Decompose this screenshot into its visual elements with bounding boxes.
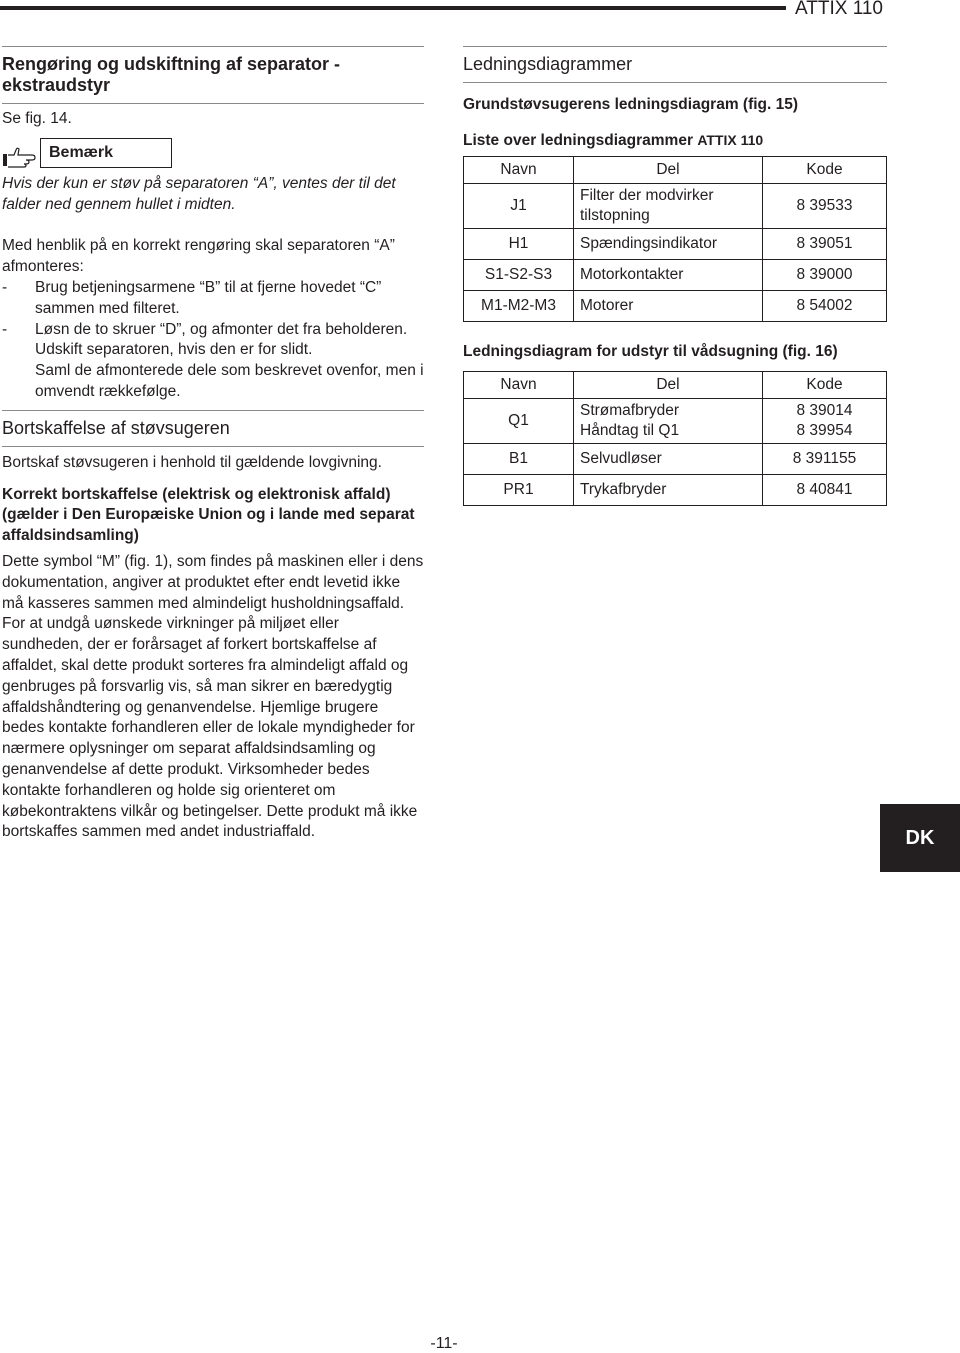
cell-part: Filter der modvirker tilstopning [574, 183, 763, 228]
wiring-subtitle-2: Ledningsdiagram for udstyr til vådsugning (fig. 16) [463, 342, 838, 360]
cell-name: S1-S2-S3 [464, 259, 574, 290]
cell-code: 8 54002 [763, 290, 887, 321]
cell-part: Trykafbryder [574, 475, 763, 506]
cell-part-line: Strømafbryder [580, 402, 680, 420]
col-header-name: Navn [464, 372, 574, 399]
cell-part: Motorer [574, 290, 763, 321]
wiring-title: Ledningsdiagrammer [463, 54, 633, 74]
section-rule [463, 82, 887, 83]
see-figure: Se fig. 14. [2, 110, 72, 127]
table-row [464, 399, 887, 444]
header-rule [0, 6, 786, 10]
cell-part: Selvudløser [574, 444, 763, 475]
cell-part-line: Håndtag til Q1 [580, 422, 680, 440]
cell-part: Spændingsindikator [574, 228, 763, 259]
weee-title: Korrekt bortskaffelse (elektrisk og elektronisk affald) (gælder i Den Europæiske Union og i lande med separat affaldsindsamling) [2, 485, 415, 545]
table-row [464, 290, 887, 321]
col-header-part: Del [574, 372, 763, 399]
weee-text: Dette symbol “M” (fig. 1), som findes på maskinen eller i dens dokumentation, angiver at produktet efter endt levetid ikke må kasseres sammen med almindeligt husholdningsaffald. For at undgå uønskede virkninger på miljøet eller sundheden, der er forårsaget af forkert bortskaffelse af affaldet, skal dette produkt sorteres fra almindeligt affald og genbruges på forsvarlig vis, så man sikrer en bæredygtig affaldshåndtering og genanvendelse. Hjemlige brugere bedes kontakte forhandleren eller de lokale myndigheder for nærmere oplysninger om separat affaldsindsamling og genanvendelse af dette produkt. Virksomheder bedes kontakte forhandleren og holde sig orienteret om købekontraktens vilkår og betingelser. Dette produkt må ikke bortskaffes sammen med andet industriaffald. [2, 552, 424, 841]
note-label: Bemærk [40, 138, 172, 168]
left-column [2, 46, 424, 843]
col-header-code: Kode [763, 156, 887, 183]
col-header-part: Del [574, 156, 763, 183]
section-rule [2, 446, 424, 447]
table-header-row [464, 156, 887, 183]
cell-name: H1 [464, 228, 574, 259]
cell-name: PR1 [464, 475, 574, 506]
cell-name: J1 [464, 183, 574, 228]
page-number: -11- [430, 1335, 458, 1352]
cell-part: Motorkontakter [574, 259, 763, 290]
cell-code-line: 8 39014 [796, 402, 853, 420]
table-row [464, 228, 887, 259]
note-text: Hvis der kun er støv på separatoren “A”, ventes der til det falder ned gennem hullet i midten. [2, 174, 396, 213]
right-column [463, 46, 887, 506]
cell-code [763, 399, 887, 444]
wiring-subtitle-1: Grundstøvsugerens ledningsdiagram (fig. 15) [463, 96, 799, 113]
cell-code: 8 391155 [763, 444, 887, 475]
wiring-table-1 [463, 156, 887, 322]
table-header-row [464, 372, 887, 399]
cell-name: Q1 [464, 399, 574, 444]
col-header-name: Navn [464, 156, 574, 183]
wiring-list-label: Liste over ledningsdiagrammer ATTIX 110 [463, 131, 764, 149]
intro-text: Med henblik på en korrekt rengøring skal separatoren “A” afmonteres: [2, 237, 395, 276]
disposal-text: Bortskaf støvsugeren i henhold til gældende lovgivning. [2, 453, 382, 471]
language-tab: DK [880, 804, 960, 872]
table-row [464, 259, 887, 290]
col-header-code: Kode [763, 372, 887, 399]
cell-code-line: 8 39954 [796, 422, 853, 440]
cell-name: M1-M2-M3 [464, 290, 574, 321]
section-rule [2, 103, 424, 104]
reassemble-text: Saml de afmonterede dele som beskrevet ovenfor, men i omvendt rækkefølge. [35, 362, 424, 400]
table-row [464, 444, 887, 475]
table-row [464, 475, 887, 506]
note [2, 138, 424, 172]
separator-section-title: Rengøring og udskiftning af separator - ekstraudstyr [2, 54, 341, 95]
cell-name: B1 [464, 444, 574, 475]
table-row [464, 183, 887, 228]
cell-code: 8 40841 [763, 475, 887, 506]
cell-code: 8 39000 [763, 259, 887, 290]
cell-code: 8 39051 [763, 228, 887, 259]
cell-code: 8 39533 [763, 183, 887, 228]
disposal-title: Bortskaffelse af støvsugeren [2, 417, 230, 438]
cell-part [574, 399, 763, 444]
step-list [2, 278, 424, 340]
list-item: - Løsn de to skruer “D”, og afmonter det fra beholderen. [2, 320, 408, 338]
wiring-table-2 [463, 371, 887, 506]
list-item: - Brug betjeningsarmene “B” til at fjerne hovedet “C” sammen med filteret. [2, 278, 382, 317]
header-title: ATTIX 110 [795, 0, 883, 19]
pointing-hand-icon [2, 146, 36, 168]
replace-text: Udskift separatoren, hvis den er for slidt. [35, 341, 313, 359]
